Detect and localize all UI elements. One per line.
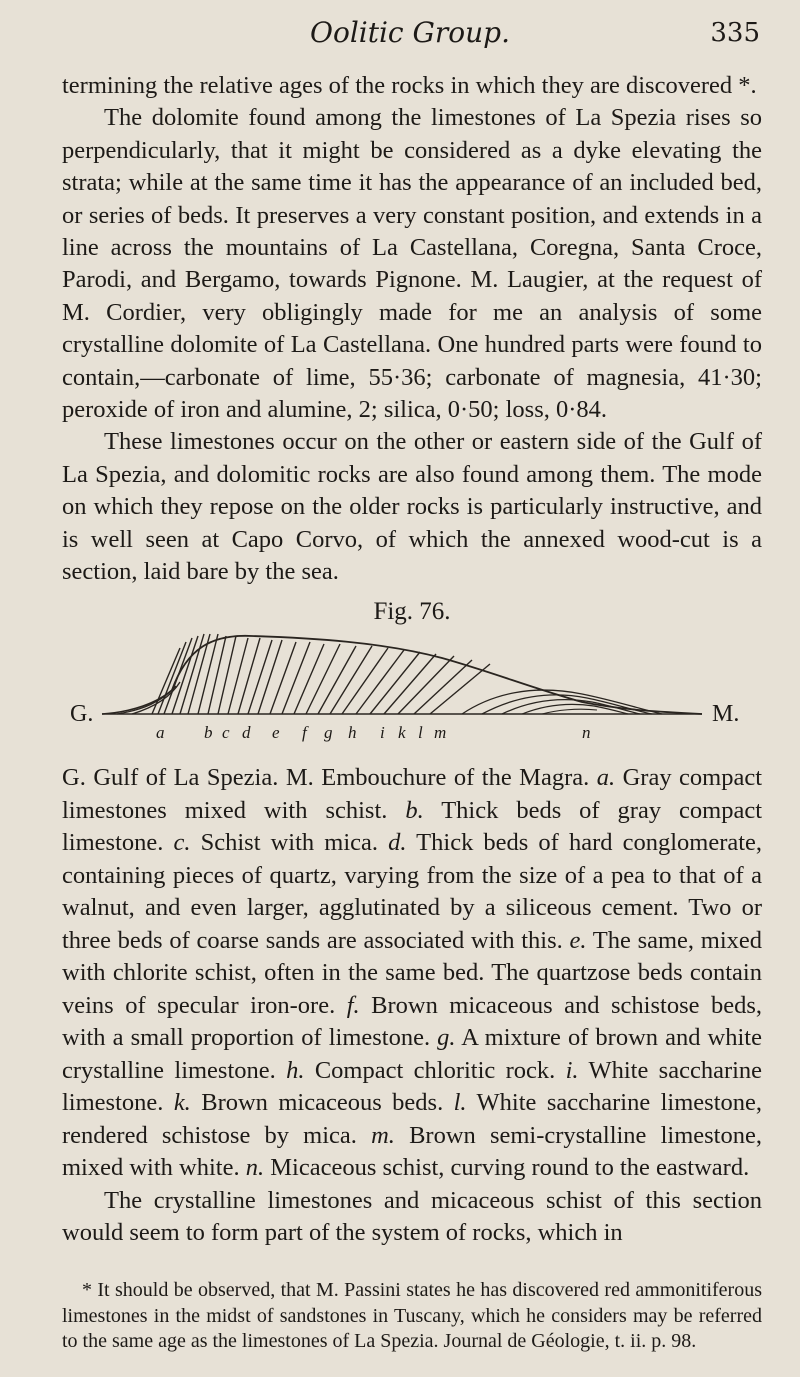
key-g: g. (437, 1024, 456, 1051)
key-k: k. (173, 1089, 191, 1116)
legend-g: A mixture of brown and white crystalline limestone. (62, 1024, 762, 1084)
key-b: b. (405, 796, 424, 824)
figure-left-end: G. (70, 701, 94, 727)
closing-paragraph: The crystalline limestones and micaceous schist of this section would seem to form part of the system of rocks, which in (62, 1186, 762, 1246)
key-m: m. (371, 1121, 395, 1149)
legend-f: Brown micaceous and schistose beds, with a small proportion of limestone. (62, 991, 763, 1051)
key-a: a. (596, 764, 616, 791)
legend-m: Brown semi-crystalline limestone, mixed with white. (62, 1121, 762, 1181)
body-text (62, 70, 762, 589)
footnote: * It should be observed, that M. Passini states he has discovered red ammonitiferous limestones in the midst of sandstones in Tuscany, which he considers may be referred to the same age as the limestones of La Spezia. Journal de Géologie, t. ii. p. 98. (62, 1279, 762, 1352)
legend-M: Embouchure of the Magra. (321, 764, 590, 791)
bed-letter-n: n (582, 723, 591, 742)
section-woodcut (62, 628, 762, 758)
legend-l: White saccharine limestone, rendered schistose by mica. (62, 1089, 763, 1149)
figure-right-end: M. (712, 701, 740, 727)
key-G: G. (62, 764, 86, 791)
key-e: e. (569, 926, 587, 954)
page-number: 335 (710, 18, 760, 48)
bed-letter-m: m (434, 723, 447, 742)
caption-legend (62, 762, 762, 1185)
bed-letter-l: l (418, 723, 423, 742)
paragraph-3: These limestones occur on the other or eastern side of the Gulf of La Spezia, and dolomitic rocks are also found among them. The mode on which they repose on the older rocks is particularly instructive, and is well seen at Capo Corvo, of which the annexed wood-cut is a section, laid bare by the sea. (62, 428, 762, 586)
key-f: f. (346, 991, 360, 1019)
bed-letter-f: f (302, 723, 307, 742)
legend-b: Thick beds of gray compact limestone. (62, 796, 763, 856)
bed-letter-k: k (398, 723, 406, 742)
running-title: Oolitic Group. (310, 16, 510, 49)
key-i: i. (565, 1056, 579, 1084)
key-c: c. (173, 829, 191, 856)
legend-h: Compact chloritic rock. (314, 1056, 556, 1084)
legend-e: The same, mixed with chlorite schist, often in the same bed. The quartzose beds contain veins of specular iron-ore. (62, 926, 763, 1019)
paragraph-2: The dolomite found among the limestones of La Spezia rises so perpendicularly, that it might be considered as a dyke elevating the strata; while at the same time it has the appearance of an included bed, or series of beds. It preserves a very constant position, and extends in a line across the mountains of La Castellana, Coregna, Santa Croce, Parodi, and Bergamo, towards Pignone. M. Laugier, at the request of M. Cordier, very obligingly made for me an analysis of some crystalline dolomite of La Castellana. One hundred parts were found to contain,—carbonate of lime, 55·36; carbonate of magnesia, 41·30; peroxide of iron and alumine, 2; silica, 0·50; loss, 0·84. (62, 104, 762, 424)
legend-k: Brown micaceous beds. (201, 1089, 444, 1116)
legend-G: Gulf of La Spezia. (93, 764, 279, 791)
bed-letter-i: i (380, 723, 385, 742)
key-M: M. (285, 764, 314, 791)
figure-label: Fig. 76. (373, 598, 451, 625)
key-h: h. (286, 1056, 305, 1084)
bed-letter-b: b (204, 723, 213, 742)
key-d: d. (388, 829, 407, 856)
bed-letter-d: d (242, 723, 251, 742)
key-n: n. (245, 1154, 265, 1181)
figure-76 (62, 598, 762, 760)
legend-c: Schist with mica. (200, 829, 379, 856)
bed-letter-g: g (324, 723, 333, 742)
key-l: l. (453, 1089, 467, 1116)
legend-d: Thick beds of hard conglomerate, containing pieces of quartz, varying from the size of a pea to that of a walnut, and even larger, agglutinated by a siliceous cement. Two or three beds of coarse sands are associated with this. (62, 829, 763, 954)
figure-caption (62, 762, 762, 1250)
bed-letter-c: c (222, 723, 230, 742)
legend-a: Gray compact limestones mixed with schist. (62, 764, 763, 824)
legend-i: White saccharine limestone. (62, 1056, 763, 1116)
bed-letter-a: a (156, 723, 165, 742)
legend-n: Micaceous schist, curving round to the eastward. (270, 1154, 750, 1181)
running-head (60, 14, 760, 54)
bed-letter-e: e (272, 723, 280, 742)
paragraph-1: termining the relative ages of the rocks in which they are discovered *. (62, 72, 757, 99)
bed-letter-h: h (348, 723, 357, 742)
